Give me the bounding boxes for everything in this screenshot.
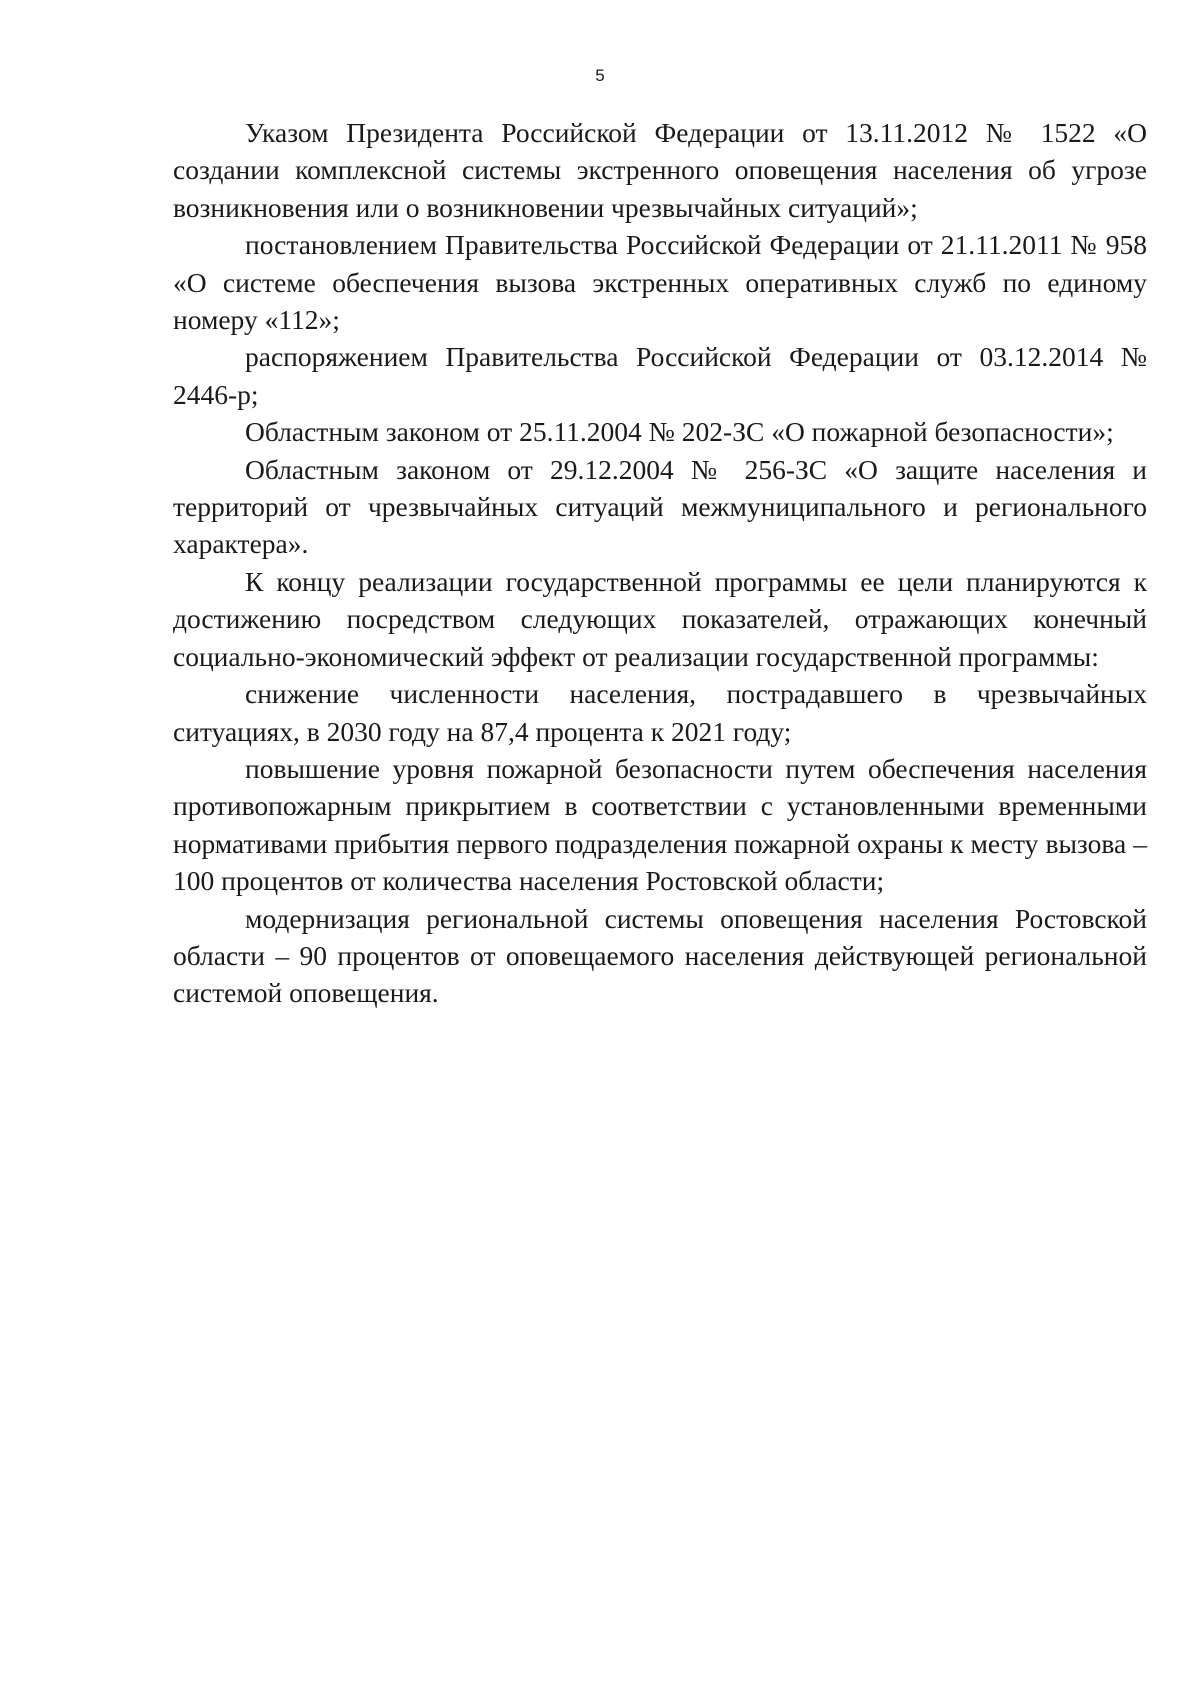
paragraph-indicator-warning-system: модернизация региональной системы оповещения населения Ростовской области – 90 процентов от оповещаемого населения действующей региональной системой оповещения. [173,902,1147,1009]
paragraph-order-2446: распоряжением Правительства Российской Федерации от 03.12.2014 № 2446-р; [173,341,1147,410]
paragraph-resolution-958: постановлением Правительства Российской Федерации от 21.11.2011 № 958 «О системе обеспечения вызова экстренных оперативных служб по единому номеру «112»; [173,229,1147,336]
paragraph-law-202: Областным законом от 25.11.2004 № 202-ЗС «О пожарной безопасности»; [245,416,1114,448]
paragraph-decree-1522: Указом Президента Российской Федерации от 13.11.2012 № 1522 «О создании комплексной системы экстренного оповещения населения об угрозе возникновения или о возникновении чрезвычайных ситуаций»; [173,117,1147,223]
paragraph-law-256: Областным законом от 29.12.2004 № 256-ЗС «О защите населения и территорий от чрезвычайных ситуаций межмуниципального и регионального характера». [173,453,1147,560]
paragraph-indicator-casualties: снижение численности населения, пострадавшего в чрезвычайных ситуациях, в 2030 году на 87,4 процента к 2021 году; [173,678,1147,747]
paragraph-program-goals: К концу реализации государственной программы ее цели планируются к достижению посредством следующих показателей, отражающих конечный социально-экономический эффект от реализации государственной программы: [173,565,1147,672]
document-body [173,114,1147,1012]
page-number: 5 [595,66,605,85]
paragraph-indicator-fire-safety: повышение уровня пожарной безопасности путем обеспечения населения противопожарным прикрытием в соответствии с установленными временными нормативами прибытия первого подразделения пожарной охраны к месту вызова – 100 процентов от количества населения Ростовской области; [173,752,1147,897]
